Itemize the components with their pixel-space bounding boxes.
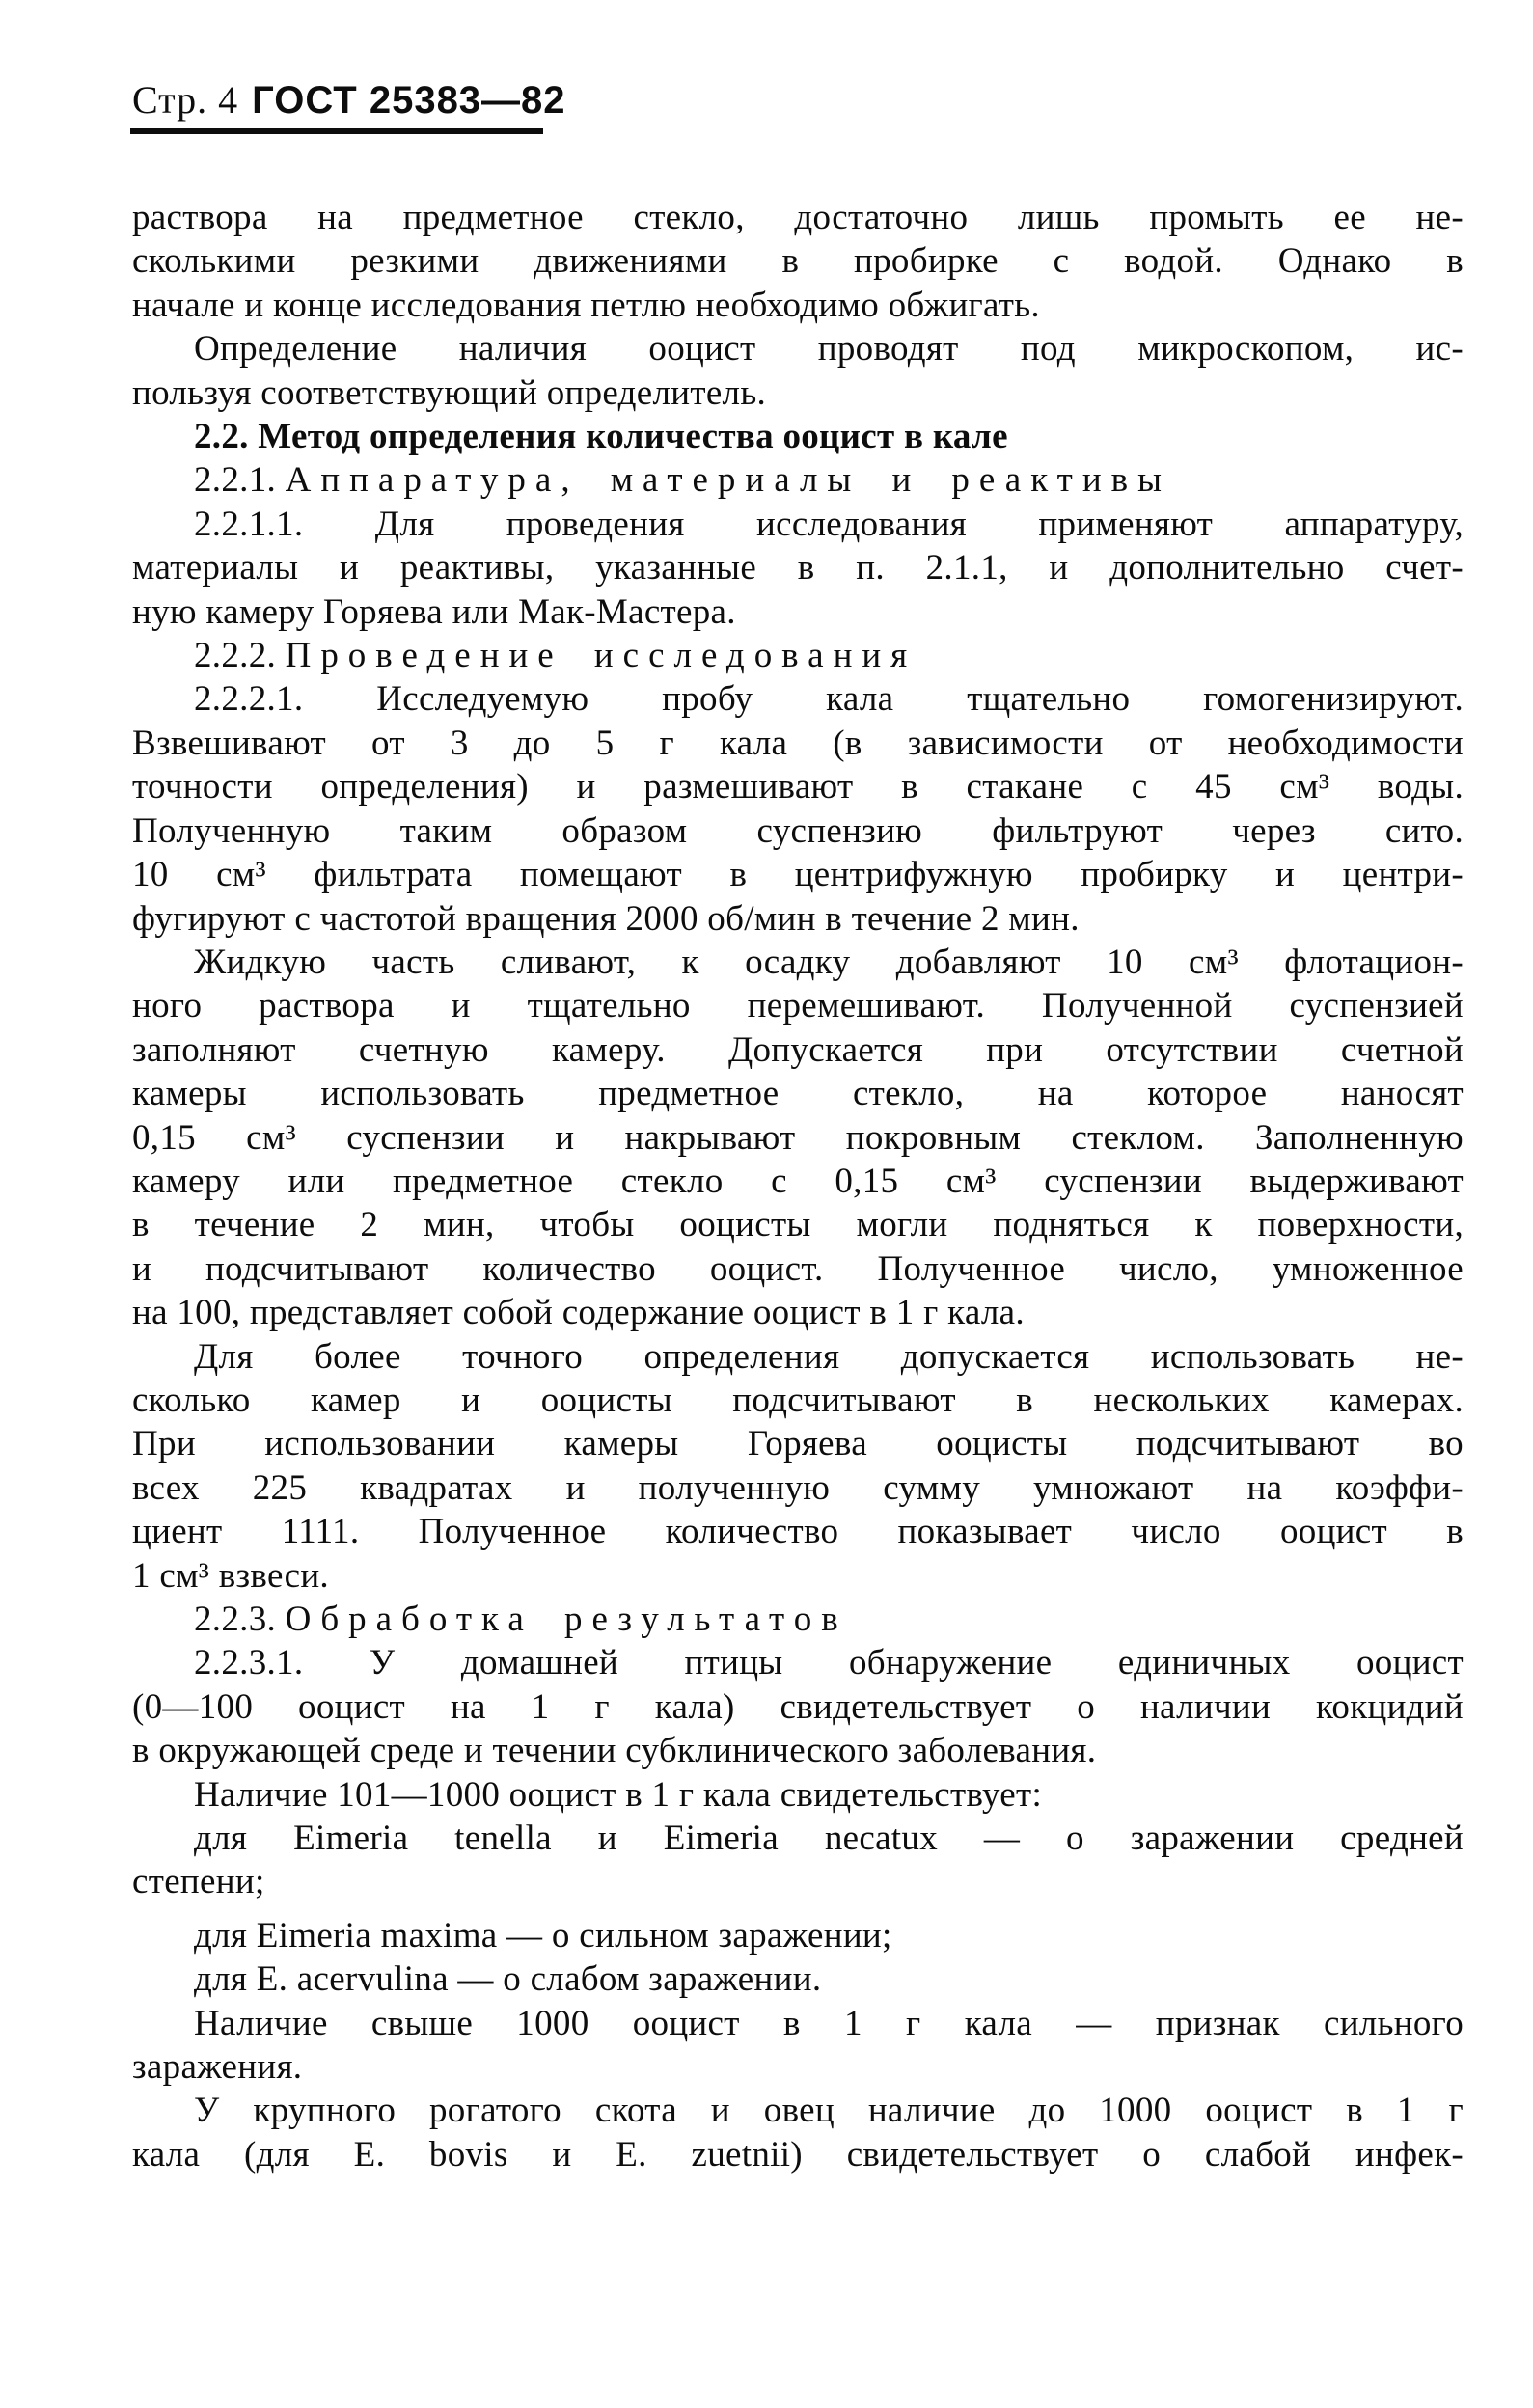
text-line: 10 см³ фильтрата помещают в центрифужную пробирку и центри- (132, 855, 1464, 895)
text-line: сколькими резкими движениями в пробирке с водой. Однако в (132, 241, 1464, 282)
text-line: сколько камер и ооцисты подсчитывают в нескольких камерах. (132, 1380, 1464, 1420)
text-line: фугируют с частотой вращения 2000 об/мин в течение 2 мин. (132, 898, 1080, 939)
text-line: в течение 2 мин, чтобы ооцисты могли подняться к поверхности, (132, 1205, 1464, 1245)
text-line: 2.2. Метод определения количества ооцист в кале (194, 417, 1008, 457)
text-line: заражения. (132, 2047, 303, 2088)
text-line: Наличие 101—1000 ооцист в 1 г кала свидетельствует: (194, 1774, 1043, 1815)
header-rule-divider (130, 128, 543, 134)
text-line: пользуя соответствующий определитель. (132, 372, 767, 413)
text-line: Взвешивают от 3 до 5 г кала (в зависимости от необходимости (132, 723, 1464, 763)
document-number: ГОСТ 25383—82 (252, 79, 566, 122)
text-line: для Eimeria maxima — о сильном заражении; (194, 1915, 892, 1956)
heading-number: 2.2.3. (194, 1600, 286, 1639)
text-line: на 100, представляет собой содержание ооцист в 1 г кала. (132, 1293, 1025, 1333)
page-header (132, 79, 566, 122)
text-line: Определение наличия ооцист проводят под микроскопом, ис- (194, 329, 1464, 369)
text-line: ную камеру Горяева или Мак-Мастера. (132, 591, 736, 632)
letterspaced-heading-text: Обработка результатов (285, 1600, 848, 1639)
text-line: степени; (132, 1862, 265, 1902)
text-line: 1 см³ взвеси. (132, 1555, 329, 1596)
text-line: Для более точного определения допускается использовать не- (194, 1336, 1464, 1377)
text-line: У крупного рогатого скота и овец наличие до 1000 ооцист в 1 г (194, 2091, 1464, 2131)
text-line: 2.2.2.1. Исследуемую пробу кала тщательно гомогенизируют. (194, 679, 1464, 720)
text-line: раствора на предметное стекло, достаточно лишь промыть ее не- (132, 198, 1464, 237)
text-line (132, 634, 1464, 677)
text-line (132, 458, 1464, 502)
text-line: для E. acervulina — о слабом заражении. (194, 1959, 822, 2000)
text-line: всех 225 квадратах и полученную сумму умножают на коэффи- (132, 1467, 1464, 1508)
text-line: кала (для E. bovis и E. zuetnii) свидетельствует о слабой инфек- (132, 2134, 1464, 2175)
page-number-label: Стр. 4 (132, 78, 239, 122)
text-line: Наличие свыше 1000 ооцист в 1 г кала — признак сильного (194, 2003, 1464, 2043)
text-line: циент 1111. Полученное количество показывает число ооцист в (132, 1512, 1464, 1552)
document-body (132, 196, 1464, 2176)
text-line: Полученную таким образом суспензию фильтруют через сито. (132, 810, 1464, 851)
text-line: в окружающей среде и течении субклинического заболевания. (132, 1731, 1097, 1771)
text-line: 2.2.3.1. У домашней птицы обнаружение единичных ооцист (194, 1643, 1464, 1683)
text-line: для Eimeria tenella и Eimeria necatux — о заражении средней (194, 1819, 1464, 1859)
letterspaced-heading-text: Проведение исследования (285, 636, 917, 676)
text-line: заполняют счетную камеру. Допускается при отсутствии счетной (132, 1029, 1464, 1070)
text-line: камеры использовать предметное стекло, на которое наносят (132, 1074, 1464, 1114)
text-line: материалы и реактивы, указанные в п. 2.1.1, и дополнительно счет- (132, 548, 1464, 588)
text-line: ного раствора и тщательно перемешивают. Полученной суспензией (132, 986, 1464, 1026)
text-line: камеру или предметное стекло с 0,15 см³ суспензии выдерживают (132, 1161, 1464, 1201)
text-line: точности определения) и размешивают в стакане с 45 см³ воды. (132, 767, 1464, 807)
heading-number: 2.2.1. (194, 460, 286, 501)
text-line: Жидкую часть сливают, к осадку добавляют 10 см³ флотацион- (194, 942, 1464, 982)
letterspaced-heading-text: Аппаратура, материалы и реактивы (285, 460, 1171, 501)
text-line: и подсчитывают количество ооцист. Полученное число, умноженное (132, 1248, 1464, 1289)
text-line: 2.2.1.1. Для проведения исследования применяют аппаратуру, (194, 504, 1464, 544)
heading-number: 2.2.2. (194, 636, 286, 676)
text-line: (0—100 ооцист на 1 г кала) свидетельствует о наличии кокцидий (132, 1686, 1464, 1727)
text-line: 0,15 см³ суспензии и накрывают покровным стеклом. Заполненную (132, 1117, 1464, 1158)
text-line: начале и конце исследования петлю необходимо обжигать. (132, 285, 1040, 325)
text-line: При использовании камеры Горяева ооцисты подсчитывают во (132, 1424, 1464, 1464)
text-line (132, 1598, 1464, 1641)
